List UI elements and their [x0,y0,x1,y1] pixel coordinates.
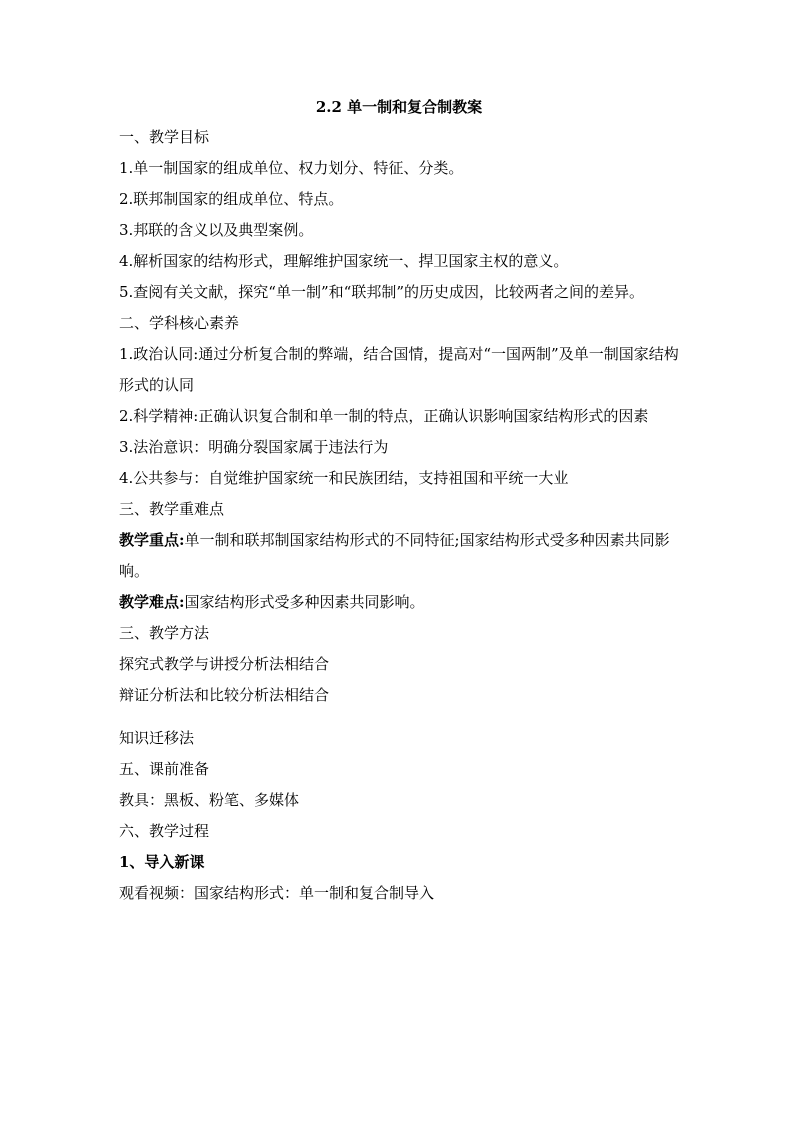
subsection-heading-intro: 1、导入新课 [119,853,205,871]
difficulty-label: 教学难点: [119,593,185,611]
intro-text: 观看视频：国家结构形式：单一制和复合制导入 [119,884,435,902]
key-point-paragraph [119,525,679,587]
key-point-text: 单一制和联邦制国家结构形式的不同特征;国家结构形式受多种因素共同影响。 [119,531,670,580]
literacy-item: 3.法治意识：明确分裂国家属于违法行为 [119,438,389,456]
section-heading-core-literacy: 二、学科核心素养 [119,314,240,332]
literacy-item: 4.公共参与：自觉维护国家统一和民族团结，支持祖国和平统一大业 [119,469,569,487]
section-heading-preparation: 五、课前准备 [119,760,210,778]
section-heading-methods: 三、教学方法 [119,624,210,642]
document-page [119,94,679,909]
method-item: 探究式教学与讲授分析法相结合 [119,655,330,673]
objective-item: 2.联邦制国家的组成单位、特点。 [119,190,344,208]
key-point-label: 教学重点: [119,531,185,549]
section-heading-objectives: 一、教学目标 [119,128,210,146]
objective-item: 1.单一制国家的组成单位、权力划分、特征、分类。 [119,159,464,177]
preparation-text: 教具：黑板、粉笔、多媒体 [119,791,300,809]
literacy-item: 1.政治认同:通过分析复合制的弊端，结合国情，提高对“一国两制”及单一制国家结构形式的认同 [119,345,679,394]
document-title: 2.2 单一制和复合制教案 [315,98,483,116]
objective-item: 3.邦联的含义以及典型案例。 [119,221,314,239]
section-heading-key-points: 三、教学重难点 [119,500,225,518]
objective-item: 5.查阅有关文献，探究“单一制”和“联邦制”的历史成因，比较两者之间的差异。 [119,283,644,301]
difficulty-paragraph [119,587,679,618]
literacy-item: 2.科学精神:正确认识复合制和单一制的特点，正确认识影响国家结构形式的因素 [119,407,649,425]
method-item: 辩证分析法和比较分析法相结合 [119,686,330,704]
section-heading-process: 六、教学过程 [119,822,210,840]
difficulty-text: 国家结构形式受多种因素共同影响。 [184,593,425,611]
method-item: 知识迁移法 [119,729,195,747]
objective-item: 4.解析国家的结构形式，理解维护国家统一、捍卫国家主权的意义。 [119,252,569,270]
